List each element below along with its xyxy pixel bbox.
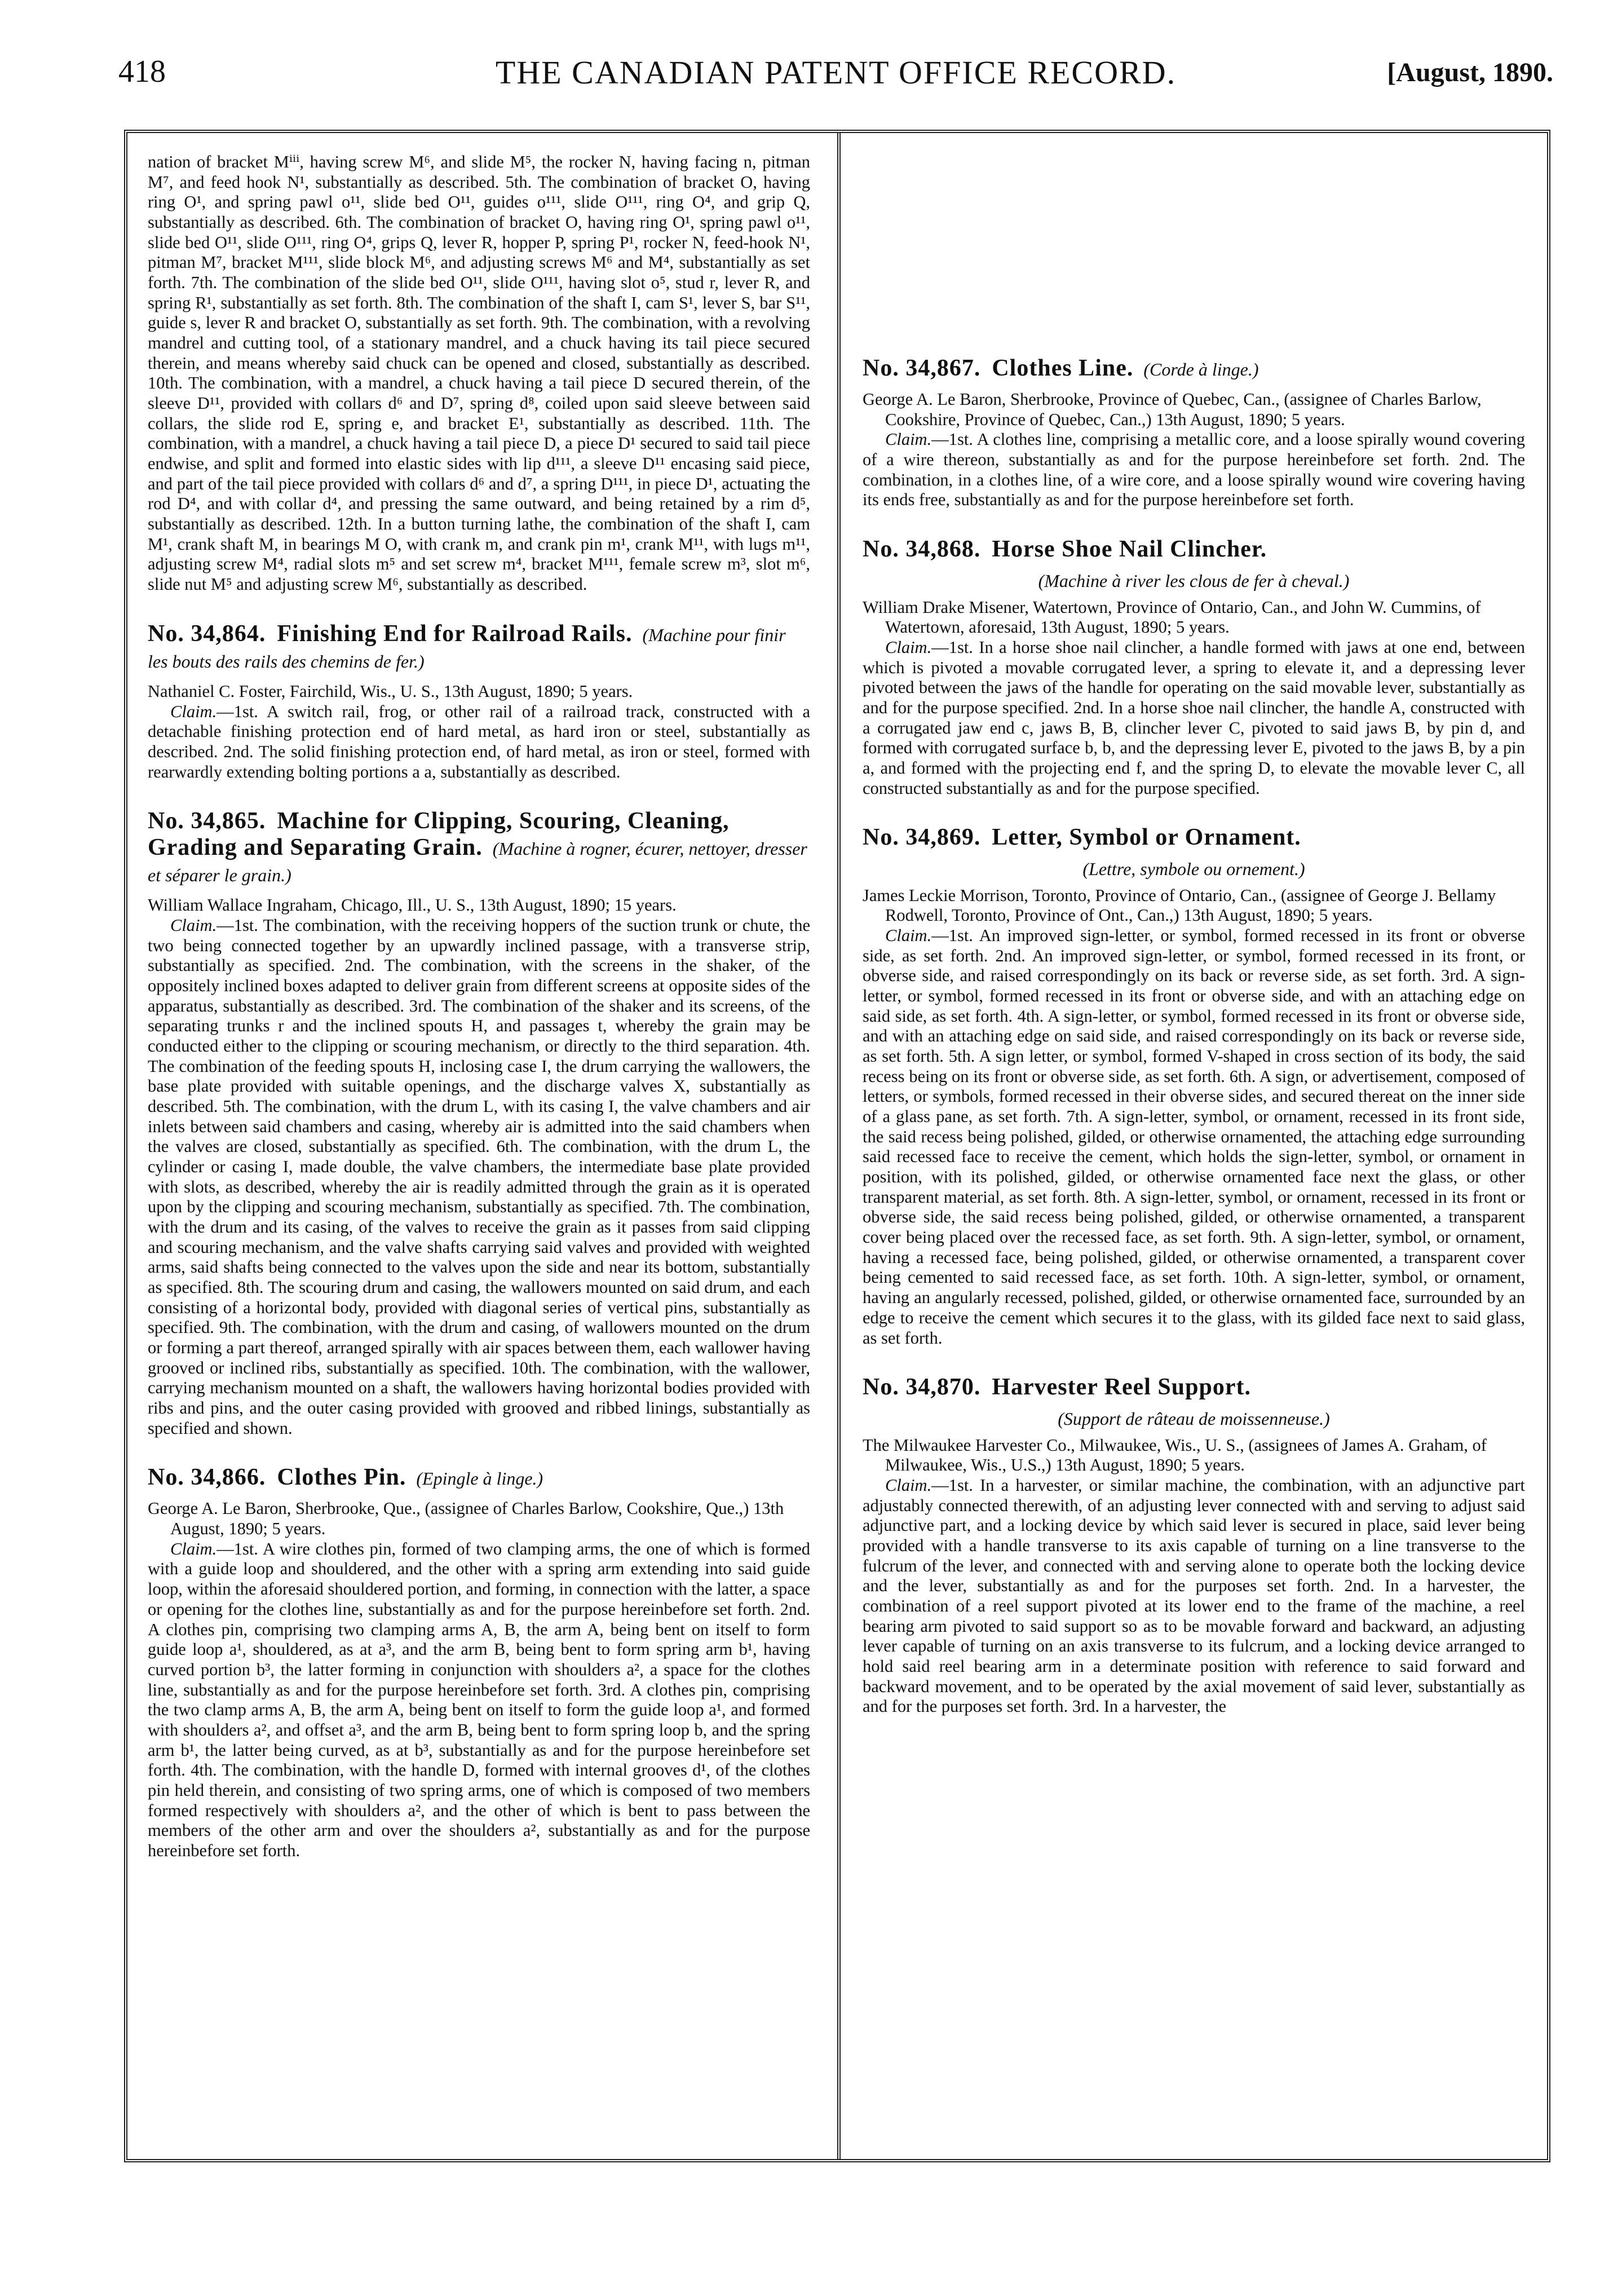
patent-claim (148, 1539, 810, 1861)
patent-title: Horse Shoe Nail Clincher. (992, 536, 1267, 563)
french-title: (Machine à rogner, écurer, nettoyer, dresser et séparer le grain.) (148, 838, 807, 886)
patent-title: Harvester Reel Support. (992, 1374, 1251, 1401)
patent-grant: James Leckie Morrison, Toronto, Province of Ontario, Can., (assignee of George J. Bellamy Rodwell, Toronto, Province of Ont., Can.,) 13th August, 1890; 5 years. (863, 885, 1496, 925)
claim-label: Claim. (885, 926, 932, 946)
page-number: 418 (118, 54, 166, 89)
patent-title: Finishing End for Railroad Rails. (277, 620, 633, 647)
claim-text: —1st. An improved sign-letter, or symbol, formed recessed in its front or obverse side, as set forth. 2nd. An improved sign-letter, or symbol, formed recessed in its front, or obverse side, and raised correspondingly on its back or reverse side, as set forth. 3rd. A sign-letter, or symbol, formed recessed in its front or obverse side, and with an attaching edge on said side, as set forth. 4th. A sign-letter, or symbol, formed recessed in its front or obverse side, and with an attaching edge on said side, and raised correspondingly on its back or reverse side, as set forth. 5th. A sign letter, or symbol, formed V-shaped in cross section of its body, the said recess being on its front or obverse side, as set forth. 6th. A sign, or advertisement, composed of letters, or symbols, formed recessed in their obverse sides, and secured thereat on the inner side of a glass pane, as set forth. 7th. A sign-letter, symbol, or ornament, recessed in its front side, the said recess being polished, gilded, or otherwise ornamented, the attaching edge surrounding said recessed face to receive the cement, which holds the sign-letter, symbol, or ornament in position, with its polished, gilded, or otherwise ornamented face next the glass, or other transparent material, as set forth. 8th. A sign-letter, symbol, or ornament, recessed in its front or obverse side, the said recess being polished, gilded, or otherwise ornamented, a transparent cover being placed over the recessed face, as set forth. 9th. A sign-letter, symbol, or ornament, having a recessed face, being polished, gilded, or otherwise ornamented, a transparent cover being cemented to said recessed face, as set forth. 10th. A sign-letter, symbol, or ornament, having an angularly recessed, polished, gilded, or otherwise ornamented face, surrounded by an edge to receive the cement which secures it to the glass, with its gilded face next to said glass, as set forth. (863, 926, 1525, 1348)
patent-heading (863, 824, 1525, 851)
patent-title: Clothes Line. (992, 355, 1134, 381)
french-title: (Machine à river les clous de fer à cheval.) (1038, 571, 1350, 591)
patent-grant: Nathaniel C. Foster, Fairchild, Wis., U. S., 13th August, 1890; 5 years. (148, 681, 633, 701)
claim-label: Claim. (170, 915, 217, 935)
claim-label: Claim. (170, 701, 217, 721)
continued-claims: nation of bracket Mⁱⁱⁱ, having screw M⁶, and slide M⁵, the rocker N, having facing n, pitman M⁷, and feed hook N¹, substantially as described. 5th. The combination of bracket O, having ring O¹, and spring pawl o¹¹, slide bed O¹¹, guides o¹¹¹, slide O¹¹¹, ring O⁴, and grip Q, substantially as described. 6th. The combination of bracket O, having ring O¹, spring pawl o¹¹, slide bed O¹¹, slide O¹¹¹, ring O⁴, grips Q, lever R, hopper P, spring P¹, rocker N, feed-hook N¹, pitman M⁷, bracket M¹¹¹, slide block M⁶, and adjusting screws M⁶ and M⁴, substantially as set forth. 7th. The combination of the slide bed O¹¹, slide O¹¹¹, having slot o⁵, stud r, lever R, and spring R¹, substantially as set forth. 8th. The combination of the shaft I, cam S¹, lever S, bar S¹¹, guide s, lever R and bracket O, substantially as set forth. 9th. The combination, with a revolving mandrel and cutting tool, of a stationary mandrel, and a chuck having its tail piece secured therein, and means whereby said chuck can be opened and closed, substantially as described. 10th. The combination, with a mandrel, a chuck having a tail piece D secured therein, of the sleeve D¹¹, provided with collars d⁶ and D⁷, spring d⁸, coiled upon said sleeve between said collars, the slide rod E, spring e, and bracket E¹, substantially as described. 11th. The combination, with a mandrel, a chuck having a tail piece D, a piece D¹ secured to said tail piece endwise, and split and formed into elastic sides with lip d¹¹¹, a sleeve D¹¹ encasing said piece, and part of the tail piece provided with collars d⁶ and d⁷, a spring D¹¹¹, in piece D¹, actuating the rod D⁴, and with collar d⁴, and pressing the same outward, and being retained by a rim d⁵, substantially as described. 12th. In a button turning lathe, the combination of the shaft I, cam M¹, crank shaft M, in bearings M O, with crank m, and crank pin m¹, crank M¹¹, with lugs m¹¹, adjusting screw M⁴, radial slots m⁵ and set screw m⁴, bracket M¹¹¹, female screw m³, slot m⁶, slide nut M⁵ and adjusting screw M⁶, substantially as described. (148, 152, 810, 594)
patent-heading (148, 808, 810, 888)
patent-heading (148, 621, 810, 674)
patent-number: No. 34,870. (863, 1374, 981, 1401)
page-header (118, 54, 1553, 99)
claim-text: —1st. A clothes line, comprising a metallic core, and a loose spirally wound covering of a wire thereon, substantially as and for the purpose hereinbefore set forth. 2nd. The combination, in a clothes line, of a wire core, and a loose spirally wound wire covering having its ends free, substantially as and for the purpose hereinbefore set forth. (863, 430, 1525, 510)
patent-heading (148, 1464, 810, 1491)
claim-label: Claim. (885, 430, 932, 449)
claim-text: —1st. The combination, with the receiving hoppers of the suction trunk or chute, the two being connected together by an upwardly inclined passage, with a transverse strip, substantially as specified. 2nd. The combination, with the screens in the shaker, of the oppositely inclined boxes adapted to deliver grain from different screens at opposite sides of the apparatus, substantially as described. 3rd. The combination of the shaker and its screens, of the separating trunks r and the inclined spouts H, and passages t, whereby the grain may be conducted either to the clipping or scouring mechanism, or directly to the third separation. 4th. The combination of the feeding spouts H, inclosing case I, the drum carrying the wallowers, the base plate provided with suitable openings, and the discharge valves X, substantially as described. 5th. The combination, with the drum L, with its casing I, the valve chambers and air inlets between said chambers and casing, whereby air is admitted into the said chambers when the valves are closed, substantially as specified. 6th. The combination, with the drum L, the cylinder or casing I, made double, the valve chambers, the intermediate base plate provided with slots, as described, whereby the air is readily admitted through the grain as it is operated upon by the clipping and scouring mechanism, substantially as specified. 7th. The combination, with the drum and its casing, of the valves to receive the grain as it passes from said clipping and scouring mechanism, and the valve shafts carrying said valves and provided with weighted arms, said shafts being connected to the valves upon the side and near its bottom, substantially as specified. 8th. The scouring drum and casing, the wallowers mounted on said drum, and each consisting of a horizontal body, provided with diagonal series of vertical pins, substantially as specified. 9th. The combination, with the drum and casing, of wallowers mounted on the drum or forming a part thereof, arranged spirally with air spaces between them, each wallower having grooved or inclined ribs, substantially as specified. 10th. The combination, with the wallower, carrying mechanism mounted on a shaft, the wallowers having horizontal bodies provided with ribs and pins, and the outer casing provided with grooved and ribbed linings, substantially as specified and shown. (148, 915, 810, 1438)
patent-entry-34867 (863, 355, 1525, 510)
patent-entry-34869 (863, 824, 1525, 1348)
patent-number: No. 34,866. (148, 1464, 266, 1491)
patent-title: Clothes Pin. (277, 1464, 406, 1491)
patent-heading (863, 1374, 1525, 1401)
french-title: (Lettre, symbole ou ornement.) (1082, 859, 1305, 880)
patent-number: No. 34,864. (148, 620, 266, 647)
patent-entry-34866 (148, 1464, 810, 1861)
patent-number: No. 34,867. (863, 355, 981, 381)
claim-text: —1st. In a horse shoe nail clincher, a handle formed with jaws at one end, between which is pivoted a movable corrugated lever, a spring to elevate it, and a depressing lever pivoted between the jaws of the handle for operating on the said movable lever, substantially as and for the purpose specified. 2nd. In a horse shoe nail clincher, the handle A, constructed with a corrugated jaw end c, jaws B, B, clincher lever C, pivoted to said jaws B, by pin d, and formed with corrugated surface b, b, and the depressing lever E, pivoted to the jaws B, by a pin a, and formed with the projecting end f, and the spring D, to elevate the movable lever C, all constructed substantially as and for the purpose specified. (863, 637, 1525, 798)
claim-text: —1st. A wire clothes pin, formed of two clamping arms, the one of which is formed with a guide loop and shouldered, and the other with a spring arm extending into said guide loop, within the aforesaid shouldered portion, and forming, in connection with the latter, a space or opening for the clothes line, substantially as and for the purpose hereinbefore set forth. 2nd. A clothes pin, comprising two clamping arms A, B, the arm A, being bent on itself to form guide loop a¹, shouldered, as at a³, and the arm B, being bent to form spring arm b¹, having curved portion b³, the latter forming in conjunction with shoulders a², a space for the clothes line, substantially as and for the purpose hereinbefore set forth. 3rd. A clothes pin, comprising the two clamp arms A, B, the arm A, being bent on itself to form the guide loop a¹, and formed with shoulders a², and offset a³, and the arm B, being bent to form spring loop b, and the spring arm b¹, the latter being curved, as at b³, substantially as and for the purpose hereinbefore set forth. 4th. The combination, with the handle D, formed with internal grooves d¹, of the clothes pin held therein, and consisting of two spring arms, one of which is composed of two members formed respectively with shoulders a², and the other of which is bent to pass between the members of the other arm and over the shoulders a², substantially as and for the purpose hereinbefore set forth. (148, 1539, 810, 1860)
patent-entry-34868 (863, 536, 1525, 798)
publication-title: THE CANADIAN PATENT OFFICE RECORD. (495, 54, 1177, 91)
patent-entry-34865 (148, 808, 810, 1438)
column-divider (837, 133, 841, 2159)
patent-claim (863, 1476, 1525, 1717)
left-column (148, 152, 810, 1861)
french-title: (Epingle à linge.) (416, 1468, 543, 1489)
claim-text: —1st. A switch rail, frog, or other rail of a railroad track, constructed with a detachable finishing protection end of hard metal, as hard iron or steel, substantially as described. 2nd. The solid finishing protection end, of hard metal, as iron or steel, formed with rearwardly extending bolting portions a a, substantially as described. (148, 701, 810, 781)
patent-title: Letter, Symbol or Ornament. (992, 824, 1301, 851)
issue-date: [August, 1890. (1387, 58, 1553, 87)
claim-text: —1st. In a harvester, or similar machine, the combination, with an adjunctive part adjustably connected therewith, of an adjusting lever connected with and serving to adjust said adjunctive part, and a locking device by which said lever is secured in place, said lever being provided with a handle transverse to its axis capable of turning on a line transverse to the fulcrum of the lever, and connected with and serving alone to operate both the locking device and the lever, substantially as and for the purposes set forth. 2nd. In a harvester, the combination of a reel support pivoted at its lower end to the frame of the machine, a reel bearing arm pivoted to said support so as to be movable forward and backward, an adjusting lever capable of turning on an axis transverse to its fulcrum, and a locking device arranged to hold said reel bearing arm in a determinate position with reference to said forward and backward movement, and to be operated by the axial movement of said lever, substantially as and for the purposes set forth. 3rd. In a harvester, the (863, 1475, 1525, 1716)
patent-number: No. 34,865. (148, 808, 266, 834)
patent-entry-34864 (148, 621, 810, 782)
patent-claim (148, 916, 810, 1438)
claim-label: Claim. (885, 637, 932, 657)
patent-claim (863, 638, 1525, 798)
french-title: (Machine pour finir les bouts des rails des chemins de fer.) (148, 624, 786, 672)
patent-heading (863, 355, 1525, 382)
patent-grant: George A. Le Baron, Sherbrooke, Province of Quebec, Can., (assignee of Charles Barlow, Cookshire, Province of Quebec, Can.,) 13th August, 1890; 5 years. (863, 390, 1482, 429)
patent-entry-34870 (863, 1374, 1525, 1717)
claim-label: Claim. (170, 1539, 217, 1558)
patent-grant: William Drake Misener, Watertown, Province of Ontario, Can., and John W. Cummins, of Watertown, aforesaid, 13th August, 1890; 5 years. (863, 597, 1481, 637)
patent-heading (863, 536, 1525, 563)
french-title: (Corde à linge.) (1143, 359, 1259, 379)
right-column (863, 152, 1525, 1717)
patent-claim (863, 926, 1525, 1348)
patent-grant: William Wallace Ingraham, Chicago, Ill., U. S., 13th August, 1890; 15 years. (148, 895, 677, 915)
patent-claim (148, 702, 810, 783)
claim-label: Claim. (885, 1475, 932, 1495)
patent-claim (863, 430, 1525, 510)
patent-grant: George A. Le Baron, Sherbrooke, Que., (assignee of Charles Barlow, Cookshire, Que.,) 13th August, 1890; 5 years. (148, 1499, 784, 1539)
patent-number: No. 34,868. (863, 536, 981, 563)
patent-grant: The Milwaukee Harvester Co., Milwaukee, Wis., U. S., (assignees of James A. Graham, of Milwaukee, Wis., U.S.,) 13th August, 1890; 5 years. (863, 1435, 1487, 1475)
patent-number: No. 34,869. (863, 824, 981, 851)
patent-title: Machine for Clipping, Scouring, Cleaning, Grading and Separating Grain. (148, 808, 730, 861)
french-title: (Support de râteau de moissenneuse.) (1058, 1408, 1330, 1429)
